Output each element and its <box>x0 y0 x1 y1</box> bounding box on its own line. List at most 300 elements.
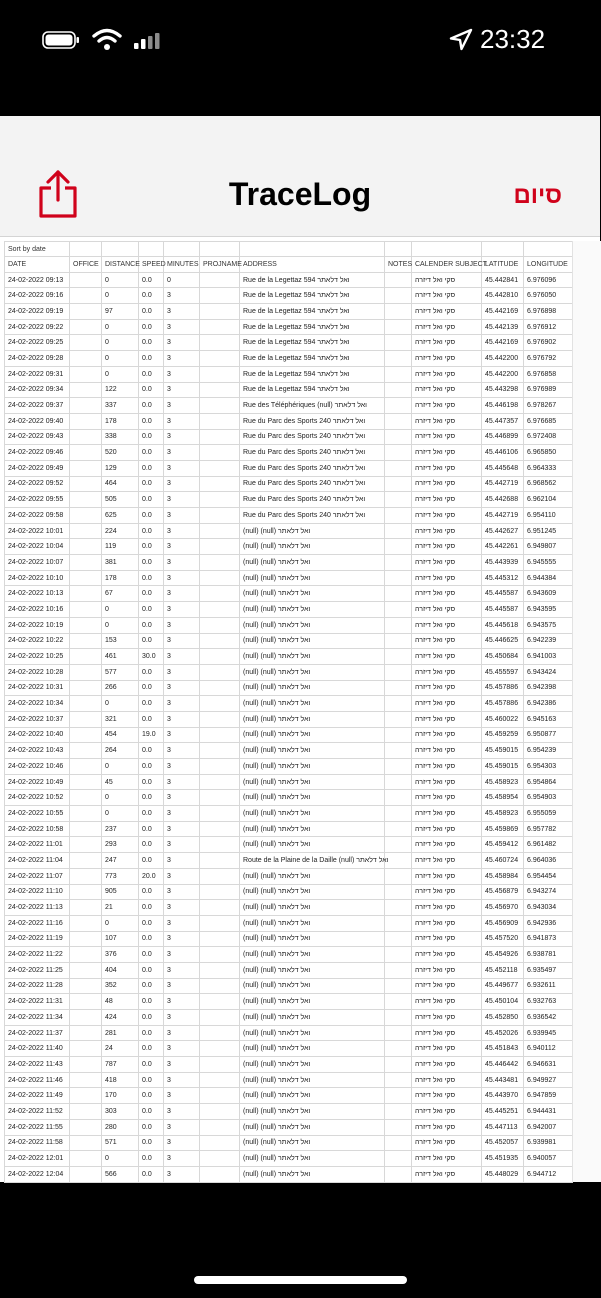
table-cell: סקי ואל דיזרה <box>412 602 482 618</box>
table-cell <box>385 398 412 414</box>
table-cell: 24-02-2022 11:28 <box>5 978 70 994</box>
table-cell: 6.954239 <box>524 743 573 759</box>
table-cell: 0.0 <box>139 1057 164 1073</box>
table-cell <box>385 727 412 743</box>
table-cell <box>200 711 240 727</box>
table-cell <box>385 680 412 696</box>
table-cell: 0.0 <box>139 523 164 539</box>
table-cell: סקי ואל דיזרה <box>412 649 482 665</box>
table-cell: 0.0 <box>139 570 164 586</box>
table-cell <box>200 837 240 853</box>
table-cell: סקי ואל דיזרה <box>412 476 482 492</box>
table-cell <box>385 445 412 461</box>
column-header[interactable]: PROJNAME <box>200 257 240 273</box>
table-row <box>5 602 573 618</box>
table-cell <box>200 617 240 633</box>
table-cell: 3 <box>164 664 200 680</box>
table-cell <box>200 523 240 539</box>
table-cell: 0.0 <box>139 1041 164 1057</box>
table-cell: 3 <box>164 570 200 586</box>
table-cell <box>200 962 240 978</box>
table-cell: Rue des Téléphériques (null) ואל דלאתר <box>240 398 385 414</box>
table-cell: 6.976792 <box>524 351 573 367</box>
table-cell: סקי ואל דיזרה <box>412 539 482 555</box>
table-cell: 3 <box>164 413 200 429</box>
table-cell: 3 <box>164 680 200 696</box>
table-cell: Rue de la Legettaz 594 ואל דלאתר <box>240 382 385 398</box>
table-cell: 24-02-2022 11:31 <box>5 994 70 1010</box>
sort-row <box>5 242 573 257</box>
table-cell <box>70 994 102 1010</box>
trace-log-table-container[interactable] <box>4 241 572 1183</box>
table-cell: (null) (null) ואל דלאתר <box>240 1025 385 1041</box>
table-cell: 24-02-2022 10:52 <box>5 790 70 806</box>
table-row <box>5 947 573 963</box>
table-cell: 6.962104 <box>524 492 573 508</box>
table-row <box>5 351 573 367</box>
table-cell <box>385 696 412 712</box>
table-cell: 3 <box>164 821 200 837</box>
table-cell: 45.457886 <box>482 696 524 712</box>
table-cell: 45.459869 <box>482 821 524 837</box>
table-cell: 3 <box>164 398 200 414</box>
table-cell <box>385 335 412 351</box>
table-cell: 0.0 <box>139 947 164 963</box>
table-cell: 3 <box>164 1057 200 1073</box>
table-cell: 0.0 <box>139 774 164 790</box>
table-cell: 6.976912 <box>524 319 573 335</box>
table-cell: 454 <box>102 727 139 743</box>
table-cell: 45.442627 <box>482 523 524 539</box>
table-cell: 24-02-2022 10:19 <box>5 617 70 633</box>
table-cell: (null) (null) ואל דלאתר <box>240 821 385 837</box>
table-cell: 24-02-2022 11:55 <box>5 1119 70 1135</box>
table-cell <box>200 978 240 994</box>
table-cell <box>70 1072 102 1088</box>
table-cell <box>70 523 102 539</box>
table-cell: (null) (null) ואל דלאתר <box>240 1104 385 1120</box>
table-cell <box>70 617 102 633</box>
table-cell: 293 <box>102 837 139 853</box>
sort-by-date-link[interactable]: Sort by date <box>5 242 70 257</box>
table-cell: 24-02-2022 11:37 <box>5 1025 70 1041</box>
table-cell: 21 <box>102 900 139 916</box>
column-header[interactable]: DATE <box>5 257 70 273</box>
table-cell: 24-02-2022 11:49 <box>5 1088 70 1104</box>
table-cell <box>385 774 412 790</box>
table-cell: Route de la Plaine de la Daille (null) ואל דלאתר <box>240 853 385 869</box>
table-cell <box>200 1119 240 1135</box>
table-cell: Rue de la Legettaz 594 ואל דלאתר <box>240 366 385 382</box>
column-header[interactable]: OFFICE <box>70 257 102 273</box>
table-cell: 6.942239 <box>524 633 573 649</box>
table-cell: 337 <box>102 398 139 414</box>
table-cell: 0.0 <box>139 304 164 320</box>
table-cell: 3 <box>164 366 200 382</box>
table-cell: (null) (null) ואל דלאתר <box>240 680 385 696</box>
table-cell: 6.961482 <box>524 837 573 853</box>
table-cell <box>200 445 240 461</box>
table-cell <box>70 837 102 853</box>
table-cell <box>385 1025 412 1041</box>
table-cell: 6.943274 <box>524 884 573 900</box>
table-cell <box>70 586 102 602</box>
table-row <box>5 398 573 414</box>
table-cell <box>385 790 412 806</box>
table-cell: 6.944384 <box>524 570 573 586</box>
table-cell <box>200 853 240 869</box>
table-row <box>5 335 573 351</box>
table-cell: 45.460022 <box>482 711 524 727</box>
table-cell <box>200 1057 240 1073</box>
table-cell <box>385 304 412 320</box>
table-row <box>5 445 573 461</box>
table-cell: 0 <box>102 602 139 618</box>
table-cell: 3 <box>164 1072 200 1088</box>
column-header[interactable]: LONGITUDE <box>524 257 573 273</box>
table-cell: סקי ואל דיזרה <box>412 1135 482 1151</box>
table-cell: (null) (null) ואל דלאתר <box>240 570 385 586</box>
table-cell: (null) (null) ואל דלאתר <box>240 1119 385 1135</box>
table-cell <box>385 931 412 947</box>
table-cell: 3 <box>164 429 200 445</box>
table-cell <box>200 476 240 492</box>
table-cell: 24-02-2022 09:16 <box>5 288 70 304</box>
table-cell <box>385 837 412 853</box>
table-cell: 45.445312 <box>482 570 524 586</box>
table-cell: 24-02-2022 11:07 <box>5 868 70 884</box>
table-cell: 45.443939 <box>482 555 524 571</box>
table-cell: 24-02-2022 09:55 <box>5 492 70 508</box>
table-cell: סקי ואל דיזרה <box>412 1072 482 1088</box>
table-cell: סקי ואל דיזרה <box>412 664 482 680</box>
table-cell <box>200 319 240 335</box>
table-cell: 24-02-2022 09:25 <box>5 335 70 351</box>
table-cell: 24-02-2022 11:46 <box>5 1072 70 1088</box>
table-cell: 264 <box>102 743 139 759</box>
table-cell: 6.938781 <box>524 947 573 963</box>
table-row <box>5 774 573 790</box>
table-cell: 520 <box>102 445 139 461</box>
table-cell: 24-02-2022 09:19 <box>5 304 70 320</box>
table-cell <box>385 743 412 759</box>
table-scroll-area <box>572 241 601 1182</box>
table-cell: 45.456909 <box>482 915 524 931</box>
table-cell: 0.0 <box>139 790 164 806</box>
table-cell: סקי ואל דיזרה <box>412 1025 482 1041</box>
table-cell: 0 <box>102 335 139 351</box>
table-cell <box>385 555 412 571</box>
table-cell <box>385 366 412 382</box>
table-cell: 24-02-2022 10:40 <box>5 727 70 743</box>
table-cell <box>70 1088 102 1104</box>
table-row <box>5 806 573 822</box>
table-cell <box>385 460 412 476</box>
table-cell <box>385 806 412 822</box>
table-cell: 6.932611 <box>524 978 573 994</box>
table-cell <box>200 429 240 445</box>
table-cell: 45.442200 <box>482 366 524 382</box>
table-cell <box>200 759 240 775</box>
table-cell: (null) (null) ואל דלאתר <box>240 617 385 633</box>
table-cell: (null) (null) ואל דלאתר <box>240 978 385 994</box>
table-cell: סקי ואל דיזרה <box>412 398 482 414</box>
table-cell: (null) (null) ואל דלאתר <box>240 555 385 571</box>
table-row <box>5 680 573 696</box>
table-cell: 30.0 <box>139 649 164 665</box>
table-cell: 0.0 <box>139 962 164 978</box>
table-cell <box>70 304 102 320</box>
table-cell: סקי ואל דיזרה <box>412 962 482 978</box>
done-button[interactable]: סיום <box>513 182 562 209</box>
table-cell: Rue du Parc des Sports 240 ואל דלאתר <box>240 492 385 508</box>
table-cell: (null) (null) ואל דלאתר <box>240 962 385 978</box>
table-cell: 3 <box>164 523 200 539</box>
table-cell: 0.0 <box>139 413 164 429</box>
table-cell: סקי ואל דיזרה <box>412 978 482 994</box>
column-header[interactable]: NOTES <box>385 257 412 273</box>
table-cell <box>385 978 412 994</box>
table-cell <box>70 947 102 963</box>
table-cell <box>385 759 412 775</box>
table-cell <box>200 727 240 743</box>
table-cell: 905 <box>102 884 139 900</box>
table-cell: 3 <box>164 806 200 822</box>
table-cell <box>200 1151 240 1167</box>
table-cell: 6.954864 <box>524 774 573 790</box>
table-cell: Rue de la Legettaz 594 ואל דלאתר <box>240 288 385 304</box>
column-header[interactable]: ADDRESS <box>240 257 385 273</box>
table-cell: 3 <box>164 617 200 633</box>
column-header[interactable]: MINUTES <box>164 257 200 273</box>
table-cell: סקי ואל דיזרה <box>412 994 482 1010</box>
table-cell: 0.0 <box>139 1119 164 1135</box>
table-header-row <box>5 257 573 273</box>
table-cell: 6.976050 <box>524 288 573 304</box>
table-cell: 45.442169 <box>482 304 524 320</box>
table-cell: 45.442719 <box>482 508 524 524</box>
table-cell: 3 <box>164 853 200 869</box>
table-cell: 45.446625 <box>482 633 524 649</box>
table-cell: 0 <box>102 790 139 806</box>
table-cell <box>200 570 240 586</box>
table-cell: 45.458923 <box>482 806 524 822</box>
table-cell: 0.0 <box>139 900 164 916</box>
table-cell: 6.943595 <box>524 602 573 618</box>
column-header[interactable]: CALENDER SUBJECT <box>412 257 482 273</box>
table-cell: 24-02-2022 11:25 <box>5 962 70 978</box>
table-cell: (null) (null) ואל דלאתר <box>240 664 385 680</box>
table-cell: 24-02-2022 10:46 <box>5 759 70 775</box>
table-cell: 247 <box>102 853 139 869</box>
table-cell: 45.446198 <box>482 398 524 414</box>
table-cell: 0 <box>102 806 139 822</box>
table-cell <box>200 335 240 351</box>
table-cell: (null) (null) ואל דלאתר <box>240 727 385 743</box>
table-cell: 6.943034 <box>524 900 573 916</box>
table-cell <box>385 570 412 586</box>
table-cell: 0.0 <box>139 884 164 900</box>
table-cell: 24-02-2022 10:04 <box>5 539 70 555</box>
table-row <box>5 476 573 492</box>
table-row <box>5 539 573 555</box>
table-cell: 45.443298 <box>482 382 524 398</box>
table-cell: 0.0 <box>139 272 164 288</box>
table-cell <box>385 1041 412 1057</box>
table-cell <box>200 1088 240 1104</box>
table-cell: 24-02-2022 10:22 <box>5 633 70 649</box>
table-cell: 3 <box>164 304 200 320</box>
table-cell <box>200 366 240 382</box>
table-cell: 0 <box>102 319 139 335</box>
table-cell: (null) (null) ואל דלאתר <box>240 711 385 727</box>
table-cell: 24-02-2022 09:58 <box>5 508 70 524</box>
table-row <box>5 1151 573 1167</box>
table-cell: 45.458984 <box>482 868 524 884</box>
table-cell: 45.456970 <box>482 900 524 916</box>
table-cell: סקי ואל דיזרה <box>412 555 482 571</box>
table-cell: (null) (null) ואל דלאתר <box>240 1057 385 1073</box>
table-cell: 3 <box>164 633 200 649</box>
table-cell: 6.965850 <box>524 445 573 461</box>
table-cell: 0.0 <box>139 1104 164 1120</box>
column-header[interactable]: LATITUDE <box>482 257 524 273</box>
table-cell: 0.0 <box>139 837 164 853</box>
table-cell <box>70 664 102 680</box>
table-cell: 0.0 <box>139 711 164 727</box>
table-cell: Rue du Parc des Sports 240 ואל דלאתר <box>240 476 385 492</box>
table-cell: 45.452850 <box>482 1010 524 1026</box>
table-cell: סקי ואל דיזרה <box>412 1041 482 1057</box>
table-cell: 6.943575 <box>524 617 573 633</box>
table-cell: Rue de la Legettaz 594 ואל דלאתר <box>240 272 385 288</box>
table-row <box>5 1010 573 1026</box>
table-cell: סקי ואל דיזרה <box>412 1010 482 1026</box>
table-cell: 0.0 <box>139 602 164 618</box>
table-cell: 45.452026 <box>482 1025 524 1041</box>
table-row <box>5 1041 573 1057</box>
table-cell: סקי ואל דיזרה <box>412 288 482 304</box>
table-row <box>5 711 573 727</box>
table-cell <box>385 1010 412 1026</box>
table-cell <box>70 649 102 665</box>
table-row <box>5 555 573 571</box>
table-cell: 424 <box>102 1010 139 1026</box>
table-cell: 3 <box>164 790 200 806</box>
table-cell: 0.0 <box>139 476 164 492</box>
table-cell <box>70 696 102 712</box>
table-cell <box>70 319 102 335</box>
table-cell: 24-02-2022 09:43 <box>5 429 70 445</box>
table-cell: 303 <box>102 1104 139 1120</box>
table-cell <box>70 1119 102 1135</box>
table-cell: סקי ואל דיזרה <box>412 633 482 649</box>
table-cell: 773 <box>102 868 139 884</box>
table-cell <box>385 1151 412 1167</box>
table-cell: 461 <box>102 649 139 665</box>
table-cell: 6.943424 <box>524 664 573 680</box>
table-cell: 6.944431 <box>524 1104 573 1120</box>
table-cell: 3 <box>164 1088 200 1104</box>
table-cell: 24-02-2022 12:04 <box>5 1166 70 1182</box>
table-row <box>5 413 573 429</box>
table-cell <box>200 743 240 759</box>
table-row <box>5 978 573 994</box>
table-cell: 0.0 <box>139 460 164 476</box>
table-cell: 0.0 <box>139 1151 164 1167</box>
table-cell <box>200 931 240 947</box>
table-cell <box>200 1041 240 1057</box>
table-cell: סקי ואל דיזרה <box>412 711 482 727</box>
table-cell: 24-02-2022 10:43 <box>5 743 70 759</box>
table-cell: 3 <box>164 947 200 963</box>
table-cell <box>385 413 412 429</box>
table-cell: 24-02-2022 09:49 <box>5 460 70 476</box>
table-row <box>5 429 573 445</box>
table-cell: 24-02-2022 11:04 <box>5 853 70 869</box>
trace-log-table <box>4 241 573 1183</box>
table-cell <box>70 853 102 869</box>
table-cell: 0.0 <box>139 978 164 994</box>
table-cell <box>70 429 102 445</box>
table-cell <box>385 476 412 492</box>
table-cell <box>70 1041 102 1057</box>
table-cell: סקי ואל דיזרה <box>412 853 482 869</box>
table-cell: 6.978267 <box>524 398 573 414</box>
table-cell: סקי ואל דיזרה <box>412 586 482 602</box>
table-cell: 0.0 <box>139 1010 164 1026</box>
table-cell: 24-02-2022 10:10 <box>5 570 70 586</box>
table-cell: Rue du Parc des Sports 240 ואל דלאתר <box>240 460 385 476</box>
table-cell: 0.0 <box>139 445 164 461</box>
table-cell: 0.0 <box>139 508 164 524</box>
table-cell <box>70 272 102 288</box>
table-cell: (null) (null) ואל דלאתר <box>240 774 385 790</box>
table-cell: (null) (null) ואל דלאתר <box>240 868 385 884</box>
table-cell: (null) (null) ואל דלאתר <box>240 837 385 853</box>
table-cell: 45.458923 <box>482 774 524 790</box>
column-header[interactable]: SPEED <box>139 257 164 273</box>
table-cell <box>385 586 412 602</box>
table-cell <box>200 1010 240 1026</box>
table-row <box>5 994 573 1010</box>
table-cell: סקי ואל דיזרה <box>412 1119 482 1135</box>
table-cell: סקי ואל דיזרה <box>412 508 482 524</box>
table-cell: 787 <box>102 1057 139 1073</box>
table-cell: (null) (null) ואל דלאתר <box>240 1166 385 1182</box>
table-cell <box>70 727 102 743</box>
table-cell: סקי ואל דיזרה <box>412 570 482 586</box>
table-cell: 0.0 <box>139 821 164 837</box>
table-cell: 224 <box>102 523 139 539</box>
table-cell: 24-02-2022 11:16 <box>5 915 70 931</box>
home-indicator[interactable] <box>194 1276 407 1284</box>
table-cell: 6.976989 <box>524 382 573 398</box>
table-cell <box>70 680 102 696</box>
table-cell: 0.0 <box>139 743 164 759</box>
table-cell: סקי ואל דיזרה <box>412 1104 482 1120</box>
table-cell <box>70 821 102 837</box>
table-cell: 24-02-2022 09:52 <box>5 476 70 492</box>
table-cell: סקי ואל דיזרה <box>412 617 482 633</box>
table-cell: 6.936542 <box>524 1010 573 1026</box>
table-cell: 45 <box>102 774 139 790</box>
table-cell: 3 <box>164 884 200 900</box>
table-cell: סקי ואל דיזרה <box>412 429 482 445</box>
page-title: TraceLog <box>228 176 372 212</box>
table-cell: 0.0 <box>139 664 164 680</box>
column-header[interactable]: DISTANCE <box>102 257 139 273</box>
